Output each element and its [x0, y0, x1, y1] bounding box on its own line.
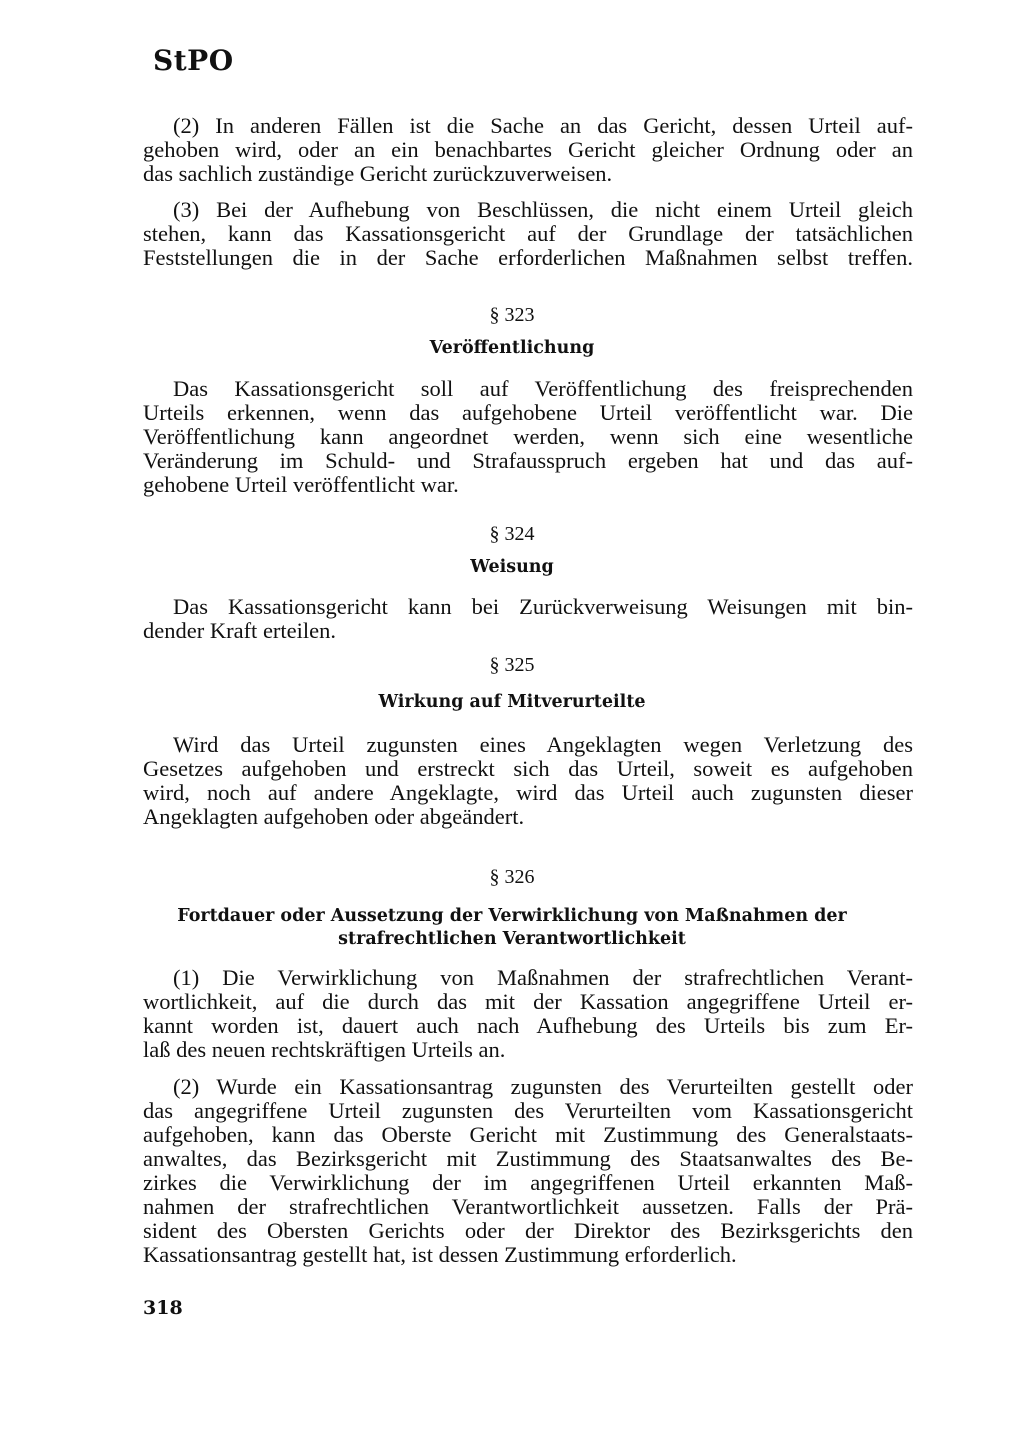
text-line: aufgehoben, kann das Oberste Gericht mit Zustimmung des Generalstaats- — [143, 1122, 913, 1147]
text-line: Angeklagten aufgehoben oder abgeändert. — [143, 804, 525, 829]
section-number-323: § 323 — [489, 304, 535, 326]
text-line: Kassationsantrag gestellt hat, ist dessen Zustimmung erforderlich. — [143, 1242, 737, 1267]
section-number-326: § 326 — [489, 866, 535, 888]
section-325-text — [143, 733, 913, 829]
section-323-text — [143, 377, 913, 497]
text-line: wortlichkeit, auf die durch das mit der Kassation angegriffene Urteil er- — [143, 989, 913, 1014]
section-title-325: Wirkung auf Mitverurteilte — [378, 692, 646, 712]
section-326-paragraph-1 — [143, 966, 913, 1062]
text-line: gehobene Urteil veröffentlicht war. — [143, 472, 459, 497]
text-line: kannt worden ist, dauert auch nach Aufhebung des Urteils bis zum Er- — [143, 1013, 913, 1038]
section-title-323: Veröffentlichung — [429, 338, 595, 358]
section-title-326-line-1: Fortdauer oder Aussetzung der Verwirklichung von Maßnahmen der — [177, 906, 847, 926]
text-line: Wird das Urteil zugunsten eines Angeklagten wegen Verletzung des — [173, 732, 913, 757]
text-line: Urteils erkennen, wenn das aufgehobene Urteil veröffentlicht war. Die — [143, 400, 913, 425]
text-line: (3) Bei der Aufhebung von Beschlüssen, die nicht einem Urteil gleich — [173, 197, 913, 222]
text-line: stehen, kann das Kassationsgericht auf der Grundlage der tatsächlichen — [143, 221, 913, 246]
text-line: wird, noch auf andere Angeklagte, wird das Urteil auch zugunsten dieser — [143, 780, 913, 805]
text-line: Veränderung im Schuld- und Strafausspruch ergeben hat und das auf- — [143, 448, 913, 473]
text-line: das sachlich zuständige Gericht zurückzuverweisen. — [143, 161, 613, 186]
section-324-text — [143, 595, 913, 643]
text-line: Das Kassationsgericht kann bei Zurückverweisung Weisungen mit bin- — [173, 594, 913, 619]
text-line: Das Kassationsgericht soll auf Veröffentlichung des freisprechenden — [173, 376, 913, 401]
paragraph-322-3 — [143, 198, 913, 270]
text-line: gehoben wird, oder an ein benachbartes Gericht gleicher Ordnung oder an — [143, 137, 913, 162]
text-line: Veröffentlichung kann angeordnet werden, wenn sich eine wesentliche — [143, 424, 913, 449]
text-line: das angegriffene Urteil zugunsten des Verurteilten vom Kassationsgericht — [143, 1098, 913, 1123]
text-line: Gesetzes aufgehoben und erstreckt sich das Urteil, soweit es aufgehoben — [143, 756, 913, 781]
text-line: laß des neuen rechtskräftigen Urteils an. — [143, 1037, 506, 1062]
section-number-324: § 324 — [489, 523, 535, 545]
section-title-324: Weisung — [470, 557, 554, 577]
text-line: (2) Wurde ein Kassationsantrag zugunsten des Verurteilten gestellt oder — [173, 1074, 913, 1099]
running-header: StPO — [153, 44, 234, 77]
section-326-paragraph-2 — [143, 1075, 913, 1267]
page-number: 318 — [143, 1297, 183, 1319]
paragraph-322-2 — [143, 114, 913, 186]
section-number-325: § 325 — [489, 654, 535, 676]
text-line: anwaltes, das Bezirksgericht mit Zustimmung des Staatsanwaltes des Be- — [143, 1146, 913, 1171]
text-line: sident des Obersten Gerichts oder der Direktor des Bezirksgerichts den — [143, 1218, 913, 1243]
text-line: (1) Die Verwirklichung von Maßnahmen der strafrechtlichen Verant- — [173, 965, 913, 990]
text-line: (2) In anderen Fällen ist die Sache an das Gericht, dessen Urteil auf- — [173, 113, 913, 138]
text-line: nahmen der strafrechtlichen Verantwortlichkeit aussetzen. Falls der Prä- — [143, 1194, 913, 1219]
text-line: zirkes die Verwirklichung der im angegriffenen Urteil erkannten Maß- — [143, 1170, 913, 1195]
text-line: Feststellungen die in der Sache erforderlichen Maßnahmen selbst treffen. — [143, 245, 913, 270]
section-title-326-line-2: strafrechtlichen Verantwortlichkeit — [338, 929, 686, 949]
text-line: dender Kraft erteilen. — [143, 618, 337, 643]
